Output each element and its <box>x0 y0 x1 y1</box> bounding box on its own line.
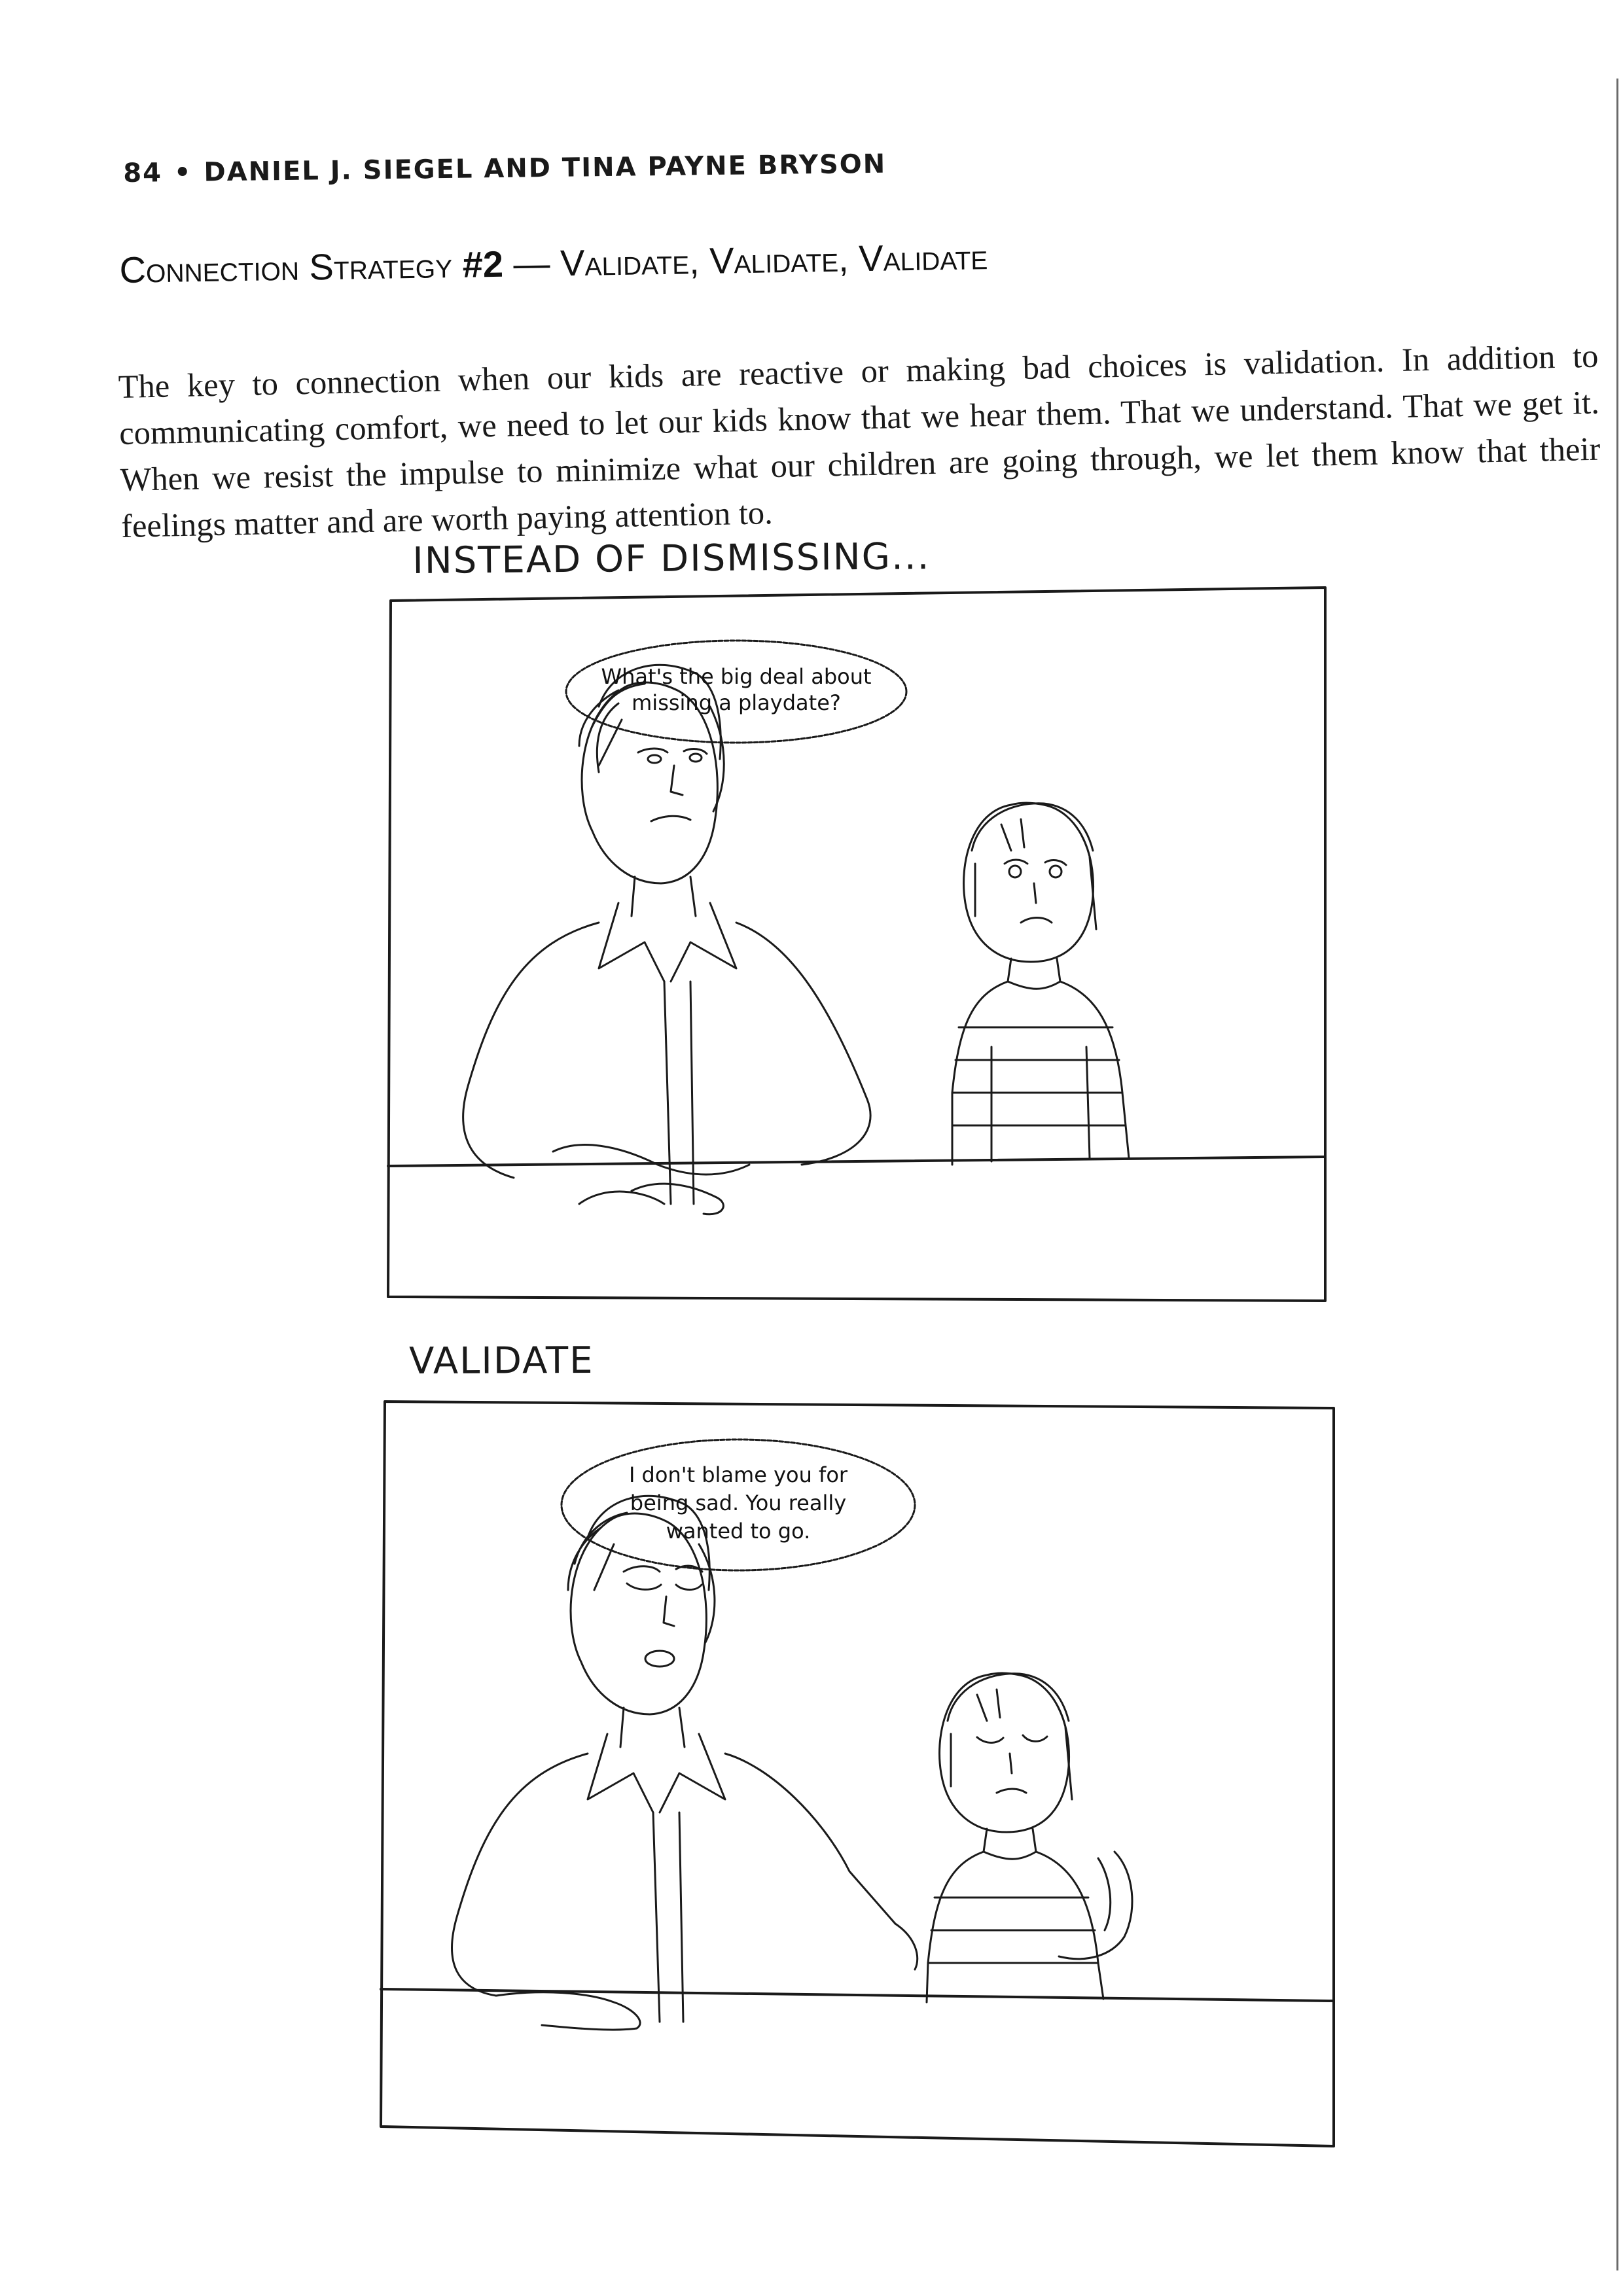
panel-1-caption: INSTEAD OF DISMISSING... <box>412 535 931 582</box>
author-names: DANIEL J. SIEGEL AND TINA PAYNE BRYSON <box>204 149 887 188</box>
page-edge-shadow <box>1616 79 1618 2270</box>
comic-panel-validate <box>378 1400 1334 2146</box>
panel-2-caption: VALIDATE <box>409 1339 594 1383</box>
separator-dot: • <box>173 157 192 188</box>
speech-line-2: being sad. You really <box>630 1491 847 1515</box>
body-paragraph: The key to connection when our kids are reactive or making bad choices is validation. In addition to communicating comfort, we need to let our kids know that we hear them. That we understand. That we get it. When we resist the impulse to minimize what our children are going through, we let them know that their feelings matter and are worth paying attention to. <box>118 337 1601 544</box>
section-heading <box>119 235 988 291</box>
speech-line-3: wanted to go. <box>666 1519 811 1544</box>
panel-2-illustration <box>378 1400 1334 2146</box>
heading-number: #2 <box>462 243 504 285</box>
speech-line-1: I don't blame you for <box>628 1462 848 1487</box>
page-number: 84 <box>123 158 163 188</box>
running-head <box>123 149 886 188</box>
heading-prefix: Connection Strategy <box>119 243 463 291</box>
panel-1-illustration <box>383 576 1327 1309</box>
speech-line-1: What's the big deal about <box>601 664 872 689</box>
comic-panel-dismissing <box>383 576 1327 1309</box>
heading-rest: — Validate, Validate, Validate <box>503 236 988 285</box>
speech-line-2: missing a playdate? <box>632 690 841 715</box>
